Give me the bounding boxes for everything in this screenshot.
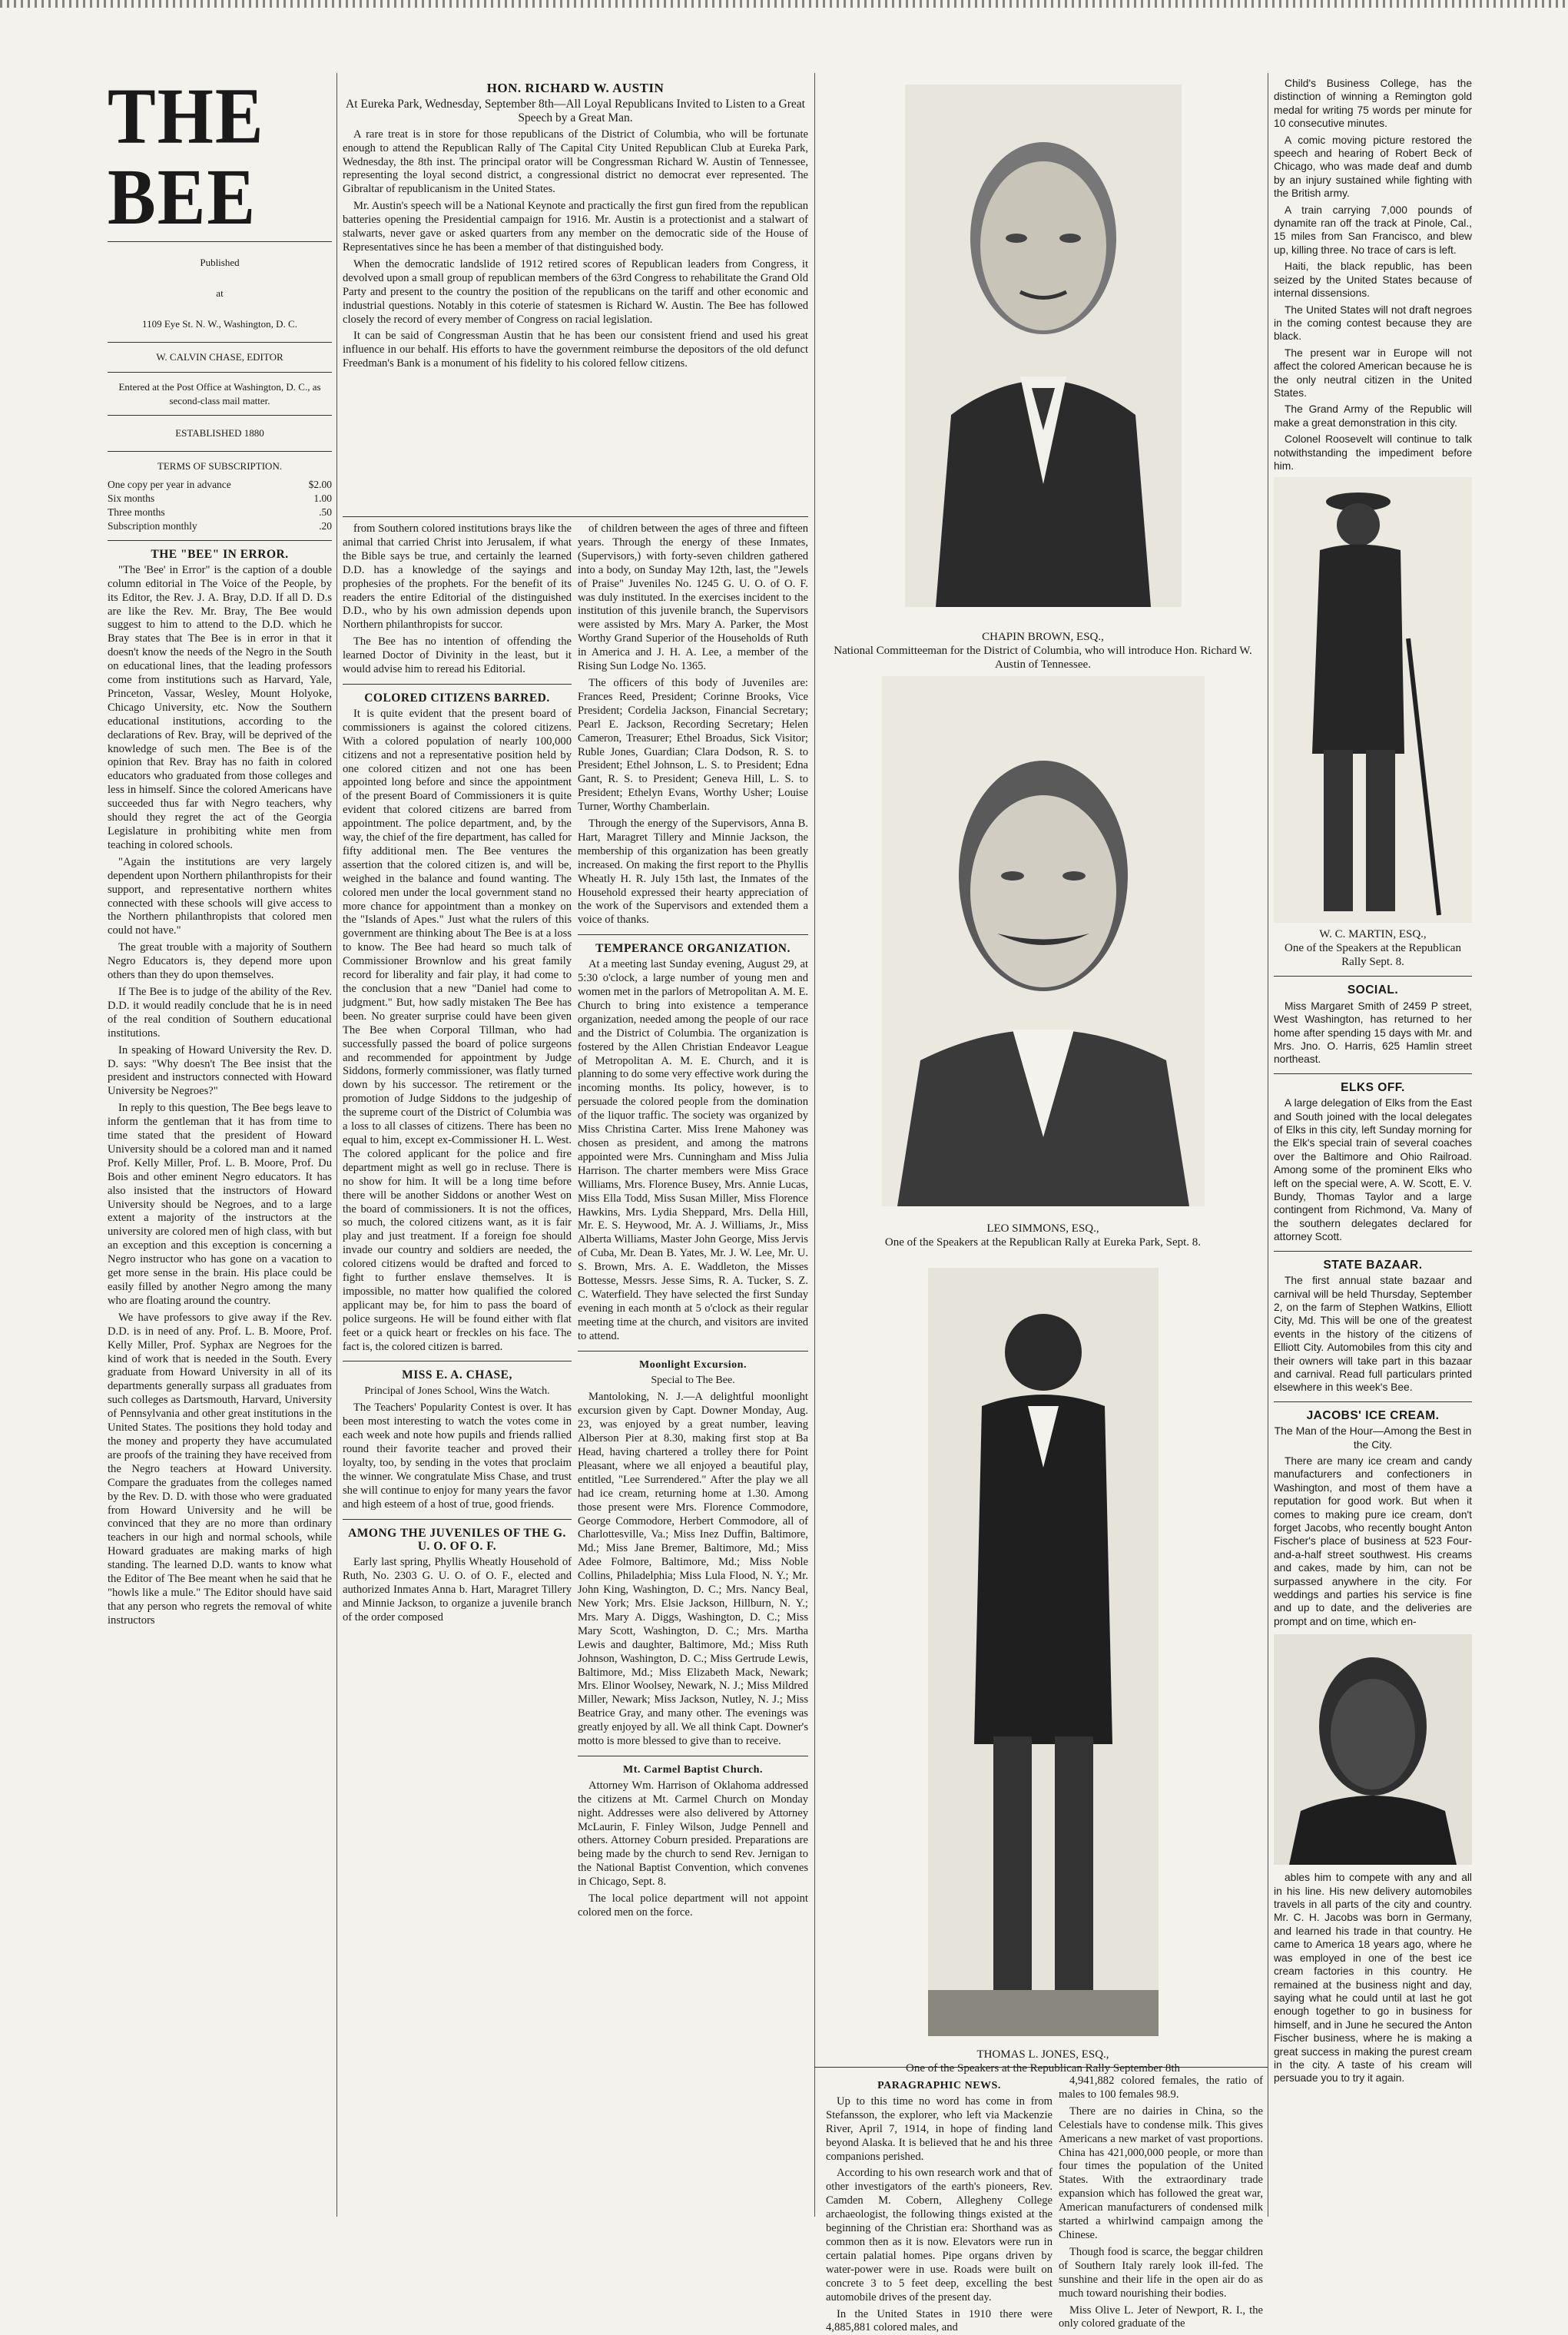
terms-row: Three months .50 — [108, 506, 332, 519]
austin-article — [343, 77, 808, 511]
austin-paragraph: A rare treat is in store for those republicans of the District of Columbia, who will be fortunate enough to attend the Republican Rally of The Capital City United Republican Club at Eureka Park, Wednesday, the 8th inst. The principal orator will be Congressman Richard W. Austin of Tennessee, representing the loyal second district, a congressional district no democrat ever represented. The Gibraltar of republicanism in the United States. — [343, 128, 808, 197]
error-headline: THE "BEE" IN ERROR. — [108, 548, 332, 562]
austin-paragraph: When the democratic landslide of 1912 retired scores of Republican leaders from Congress, it devolved upon a small group of republican members of the 63rd Congress to rehabilitate the Grand Old Party and present to the country the position of the republicans on the tariff and other economic and industrial questions. Notably in this coterie of statesmen is Richard W. Austin. The Bee has followed closely the record of every member of Congress on racial legislation. — [343, 258, 808, 327]
juveniles-headline: AMONG THE JUVENILES OF THE G. U. O. OF O. F. — [343, 1527, 572, 1554]
subscription-terms — [108, 478, 332, 533]
paragraphic-headline: PARAGRAPHIC NEWS. — [826, 2079, 1053, 2093]
masthead-title: THE BEE — [108, 75, 332, 237]
moonlight-paragraph: Mantoloking, N. J.—A delightful moonlight excursion given by Capt. Downer Monday, Aug. 23, was enjoyed by a great number, leaving Alberson Pier at 8.30, making first stop at Ba Head, having chartered a trolley there for Point Pleasant, where we all enjoyed a beautiful play, entitled, "Lee Surrendered." After the play we all had ice cream, returning home at 1.30. Among those present were Mrs. Florence Commodore, George Commodore, Herbert Commodore, all of Charlottesville, Va.; Miss Inez Duffin, Baltimore, Md.; Miss Jane Bremer, Baltimore, Md.; Miss Adee Folmore, Baltimore, Md.; Miss Noble Collins, Philadelphia; Miss Lula Flood, N. Y.; Mr. John King, Washington, D. C.; Mrs. Nancy Beal, New York; Mrs. Elsie Jackson, Hillburn, N. Y.; Mrs. Mary A. Diggs, Washington, D. C.; Miss Mary Scott, Washington, D. C.; Mrs. Martha Lewis and daughter, Baltimore, Md.; Miss Ruth Johnson, Washington, D. C.; Miss Gertrude Lewis, Baltimore, Md.; Miss Elizabeth Mack, Newark; Mrs. Elinor Woolsey, Newark, N. J.; Miss Mildred Miller, Newark; Miss Jackson, Nutley, N. J.; Miss Beatrice Gray, and many other. The evenings was greatly enjoyed by all. We all think Capt. Downer's motto is more blessed to give than to receive. — [578, 1391, 808, 1749]
chase-subhead: Principal of Jones School, Wins the Watch. — [343, 1385, 572, 1398]
published-label: Published — [108, 256, 332, 270]
brief-paragraph: The present war in Europe will not affect the colored American because he is the only neutral citizen in the United States. — [1274, 347, 1472, 400]
austin-headline: HON. RICHARD W. AUSTIN — [343, 81, 808, 95]
jacobs-paragraph: There are many ice cream and candy manufacturers and confectioners in Washington, and most of them have a reputation for good work. But when it comes to making pure ice cream, don't forget Jacobs, who recently bought Anton Fischer's place of business at 523 Four-and-a-half street southwest. His creams and cakes, made by him, can not be surpassed anywhere in the city. For weddings and parties his service is fine and up to date, and the deliveries are prompt and on time, which en- — [1274, 1454, 1472, 1628]
column-3 — [578, 522, 808, 2217]
news-paragraph: Though food is scarce, the beggar children of Southern Italy rarely look ill-fed. The sunshine and their life in the open air do as much toward nourishing their bodies. — [1059, 2246, 1263, 2301]
simmons-description: One of the Speakers at the Republican Rally at Eureka Park, Sept. 8. — [826, 1235, 1260, 1249]
jones-caption — [826, 2048, 1260, 2075]
terms-row: One copy per year in advance $2.00 — [108, 478, 332, 492]
terms-title: TERMS OF SUBSCRIPTION. — [108, 459, 332, 473]
elks-paragraph: A large delegation of Elks from the East and South joined with the local delegates of Elks in this city, left Sunday morning for the Elk's special train of several coaches over the Baltimore and Ohio Railroad. Among some of the prominent Elks who left on the special were, A. W. Scott, E. V. Bundy, Thomas Taylor and a large contingent from Richmond, Va. Many of the southern delegates declared for attorney Scott. — [1274, 1096, 1472, 1243]
news-paragraph: Up to this time no word has come in from Stefansson, the explorer, who left via Mackenzie River, April 7, 1914, in hope of finding land beyond Alaska. It is believed that he and his three companions perished. — [826, 2095, 1053, 2164]
terms-row: Six months 1.00 — [108, 492, 332, 506]
portrait-thomas-jones — [826, 1268, 1260, 2044]
bazaar-paragraph: The first annual state bazaar and carnival will be held Thursday, September 2, on the farm of Stephen Watkins, Elliott City, Md. This will be one of the greatest events in the history of the citizens of Elliott City. Automobiles from this city and their owners will take part in this bazaar and carnival. Read full particulars printed elsewhere in this week's Bee. — [1274, 1274, 1472, 1395]
jacobs-headline: JACOBS' ICE CREAM. — [1274, 1409, 1472, 1422]
officers-paragraph: The officers of this body of Juveniles are: Frances Reed, President; Corinne Brooks, Vice President; Cordelia Jackson, Financial Secretary; Pearl E. Jackson, Recording Secretary; Helen Cameron, Treasurer; Ethel Broadus, Sick Visitor; Ruble Jones, Guardian; Clara Dodson, R. S. to President; Ethel Johnson, L. S. to President; Edna Gant, R. S. to President; Geneva Hill, L. S. to President; Ethelyn Evans, Worthy Usher; Louise Turner, Worthy Chamberlain. — [578, 677, 808, 814]
section-divider — [814, 2067, 1268, 2068]
column-5 — [1274, 77, 1472, 2217]
brief-paragraph: The United States will not draft negroes in the coming contest because they are black. — [1274, 303, 1472, 343]
entry-notice: Entered at the Post Office at Washington, D. C., as second-class mail matter. — [108, 380, 332, 408]
brief-paragraph: A train carrying 7,000 pounds of dynamite ran off the track at Pinole, Cal., 15 miles from San Francisco, and blew up, killing three. No trace of cars is left. — [1274, 204, 1472, 257]
temperance-headline: TEMPERANCE ORGANIZATION. — [578, 942, 808, 956]
column-rule — [336, 73, 337, 2217]
bazaar-headline: STATE BAZAAR. — [1274, 1259, 1472, 1272]
portrait-leo-simmons — [826, 676, 1260, 1214]
chase-paragraph: The Teachers' Popularity Contest is over. It has been most interesting to watch the votes come in each week and note how pupils and friends rallied round their favorite teacher and proved their loyalty, too, by sending in the votes that proclaim the winner. We congratulate Miss Chase, and trust she will continue to enjoy for many years the favor and high esteem of a host of true, good friends. — [343, 1401, 572, 1511]
carmel-headline: Mt. Carmel Baptist Church. — [578, 1763, 808, 1777]
moonlight-headline: Moonlight Excursion. — [578, 1358, 808, 1372]
man-portrait-icon — [882, 676, 1205, 1206]
office-address: 1109 Eye St. N. W., Washington, D. C. — [108, 317, 332, 331]
error-paragraph: In reply to this question, The Bee begs leave to inform the gentleman that it has from time to time stated that the president of Howard University should be a colored man and it named Prof. Kelly Miller, Prof. L. B. Moore, Prof. Du Bois and other eminent Negro educators. It has also insisted that the instructors of Howard University should be Negroes, and to a large extent a majority of the instructors at the university are colored men of high class, with but an exception and this exception is concerning a Negro instructor who has gone on a vacation to get more sense in the brain. His place could be easily filled by another Negro among the many who are floating around the country. — [108, 1102, 332, 1308]
error-paragraph: In speaking of Howard University the Rev. D. D. says: "Why doesn't The Bee insist that the president and instructors connected with Howard University be Negroes?" — [108, 1044, 332, 1100]
section-divider — [343, 516, 808, 517]
brief-paragraph: Haiti, the black republic, has been seized by the United States because of internal dissensions. — [1274, 260, 1472, 300]
news-paragraph: There are no dairies in China, so the Celestials have to condense milk. This gives Americans a new market of vast proportions. China has 421,000,000 people, or more than four times the population of the United States. With the extraordinary trade expansion which has followed the great war, American manufacturers of condensed milk started a whirlwind campaign among the Chinese. — [1059, 2105, 1263, 2243]
scan-edge — [0, 0, 1568, 8]
editor-line: W. CALVIN CHASE, EDITOR — [108, 350, 332, 364]
social-paragraph: Miss Margaret Smith of 2459 P street, West Washington, has returned to her home after spending 15 days with Mr. and Mrs. Jno. O. Harris, 625 Hamlin street northeast. — [1274, 1000, 1472, 1066]
brown-caption — [826, 630, 1260, 672]
news-paragraph: Miss Olive L. Jeter of Newport, R. I., the only colored graduate of the — [1059, 2304, 1263, 2332]
elks-headline: ELKS OFF. — [1274, 1081, 1472, 1094]
news-paragraph: In the United States in 1910 there were 4,885,881 colored males, and — [826, 2308, 1053, 2335]
portrait-chapin-brown — [826, 85, 1260, 622]
carmel-paragraph: Attorney Wm. Harrison of Oklahoma addressed the citizens at Mt. Carmel Church on Monday night. Addresses were also delivered by Attorney McLaurin, F. Finley Wilson, Judge Pennell and others. Attorney Coburn presided. Preparations are being made by the church to send Rev. Jernigan to the National Baptist Convention, which convenes in Chicago, Sept. 8. — [578, 1779, 808, 1889]
error-paragraph: "The 'Bee' in Error" is the caption of a double column editorial in The Voice of the People, by its Editor, the Rev. J. A. Bray, D.D. If all D. D.s are like the Rev. Mr. Bray, The Bee would suggest to him to attend to the D.D. which he Bray states that The Bee is in error in that it doesn't know the needs of the Negro in the South on educational lines, that the leading professors come from institutions such as Harvard, Yale, Princeton, Vassar, Wesley, Mount Holyoke, Chicago University, etc. Now the Southern educational institutions, according to the declarations of Rev. Bray, will be deprived of the knowledge of such men. The Bee is of the opinion that Rev. Bray has no faith in colored educators who graduated from those colleges and less in himself. Since the colored Americans have succeeded thus far with Negro teachers, why should they regret the act of the Georgia Legislature in prohibiting white men from teaching in colored schools. — [108, 564, 332, 853]
brief-paragraph: Child's Business College, has the distinction of winning a Remington gold medal for writing 75 words per minute for 10 consecutive minutes. — [1274, 77, 1472, 131]
standing-man-with-hat-icon — [1274, 477, 1472, 923]
column-1 — [108, 77, 332, 1631]
man-portrait-icon — [905, 85, 1182, 607]
energy-paragraph: Through the energy of the Supervisors, Anna B. Hart, Maragret Tillery and Minnie Jackson, the membership of this organization has been greatly increased. On making the first report to the Phyllis Wheatly H. R. July 15th last, the Inmates of the Household expressed their hearty appreciation of the work of the Supervisors and extended them a voice of thanks. — [578, 818, 808, 927]
brief-paragraph: A comic moving picture restored the speech and hearing of Robert Beck of Chicago, who was made deaf and dumb by an injury sustained while fighting with the British army. — [1274, 134, 1472, 201]
brief-paragraph: Colonel Roosevelt will continue to talk notwithstanding the impediment before him. — [1274, 433, 1472, 473]
temperance-paragraph: At a meeting last Sunday evening, August 29, at 5:30 o'clock, a large number of young men and women met in the parlors of Metropolitan A. M. E. Church to bring into existence a temperance organization, needed among the people of our race and the District of Columbia. The organization is fostered by the Allen Christian Endeavor League of Metropolitan A. M. E. Church, and it is planning to do some very effective work during the incoming months. Its policy, however, is to persuade the colored people from the domination of the liquor traffic. The society was organized by Miss Christina Carter. Miss Irene Mahoney was chosen as president, and among the matrons appointed were Mrs. Cunningham and Miss Julia Harrison. The charter members were Miss Grace Williams, Mrs. Florence Busey, Mrs. Annie Lucas, Miss Ella Todd, Miss Susan Miller, Miss Florence Hawkins, Mrs. Lydia Sheppard, Mrs. Della Hill, Mr. E. S. Heywood, Mr. A. J. Williams, Jr., Miss Alberta Williams, Master John George, Miss Jervis of Cuba, Mr. Dean B. Yates, Mr. J. W. Lee, Mr. U. S. Brown, Mrs. A. E. Waddleton, the Misses Bottesse, Messrs. Jesse Sims, R. A. Tucker, S. Z. C. Waterfield. They have selected the first Sunday evening in each month at 5 o'clock as their regular meeting time at the church, and visitors are invited to attend. — [578, 958, 808, 1343]
simmons-name: LEO SIMMONS, ESQ., — [826, 1222, 1260, 1235]
at-label: at — [108, 287, 332, 300]
news-paragraph: According to his own research work and that of other investigators of the earth's pioneers, Rev. Camden M. Cobern, Allegheny College archaeologist, the following things existed at the beginning of the Christian era: Shorthand was as common then as it is now. Elevators were run in certain palatial homes. Pipe organs driven by water-power were in use. Roads were built on concrete 3 to 5 feet deep, excelling the best automobile drives of the present day. — [826, 2167, 1053, 2304]
error-paragraph: "Again the institutions are very largely dependent upon Northern philanthropists for their support, and representative northern whites connected with these schools will give access to the Northern philanthropists that colored men could not have." — [108, 856, 332, 938]
jacobs-continued: ables him to compete with any and all in his line. His new delivery automobiles travels in all parts of the city and country. Mr. C. H. Jacobs was born in Germany, and learned his trade in that country. He came to America 18 years ago, where he was employed in one of the best ice cream factories in this country. He remained at the business night and day, saying what he could until at last he got enough together to go in business for himself, and in June he secured the Anton Fischer business, where he is making a great success in making the purest cream in the city. A taste of his cream will persuade you to try it again. — [1274, 1871, 1472, 2085]
standing-man-portrait-icon — [928, 1268, 1159, 2036]
terms-row: Subscription monthly .20 — [108, 519, 332, 533]
juveniles-paragraph: Early last spring, Phyllis Wheatly Household of Ruth, No. 2303 G. U. O. of O. F., elected and authorized Inmates Anna b. Hart, Maragret Tillery and Minnie Jackson, to organize a juvenile branch of the order composed — [343, 1556, 572, 1625]
news-paragraph: 4,941,882 colored females, the ratio of males to 100 females 98.9. — [1059, 2075, 1263, 2102]
established-line: ESTABLISHED 1880 — [108, 426, 332, 440]
jones-description: One of the Speakers at the Republican Rally September 8th — [826, 2061, 1260, 2075]
moonlight-subhead: Special to The Bee. — [578, 1374, 808, 1388]
barred-headline: COLORED CITIZENS BARRED. — [343, 692, 572, 705]
austin-paragraph: It can be said of Congressman Austin that he has been our consistent friend and used his great influence in our behalf. His efforts to have the government reimburse the depositors of the old defunct Freedman's Bank is a monument of his fidelity to his colored fellow citizens. — [343, 330, 808, 371]
error-paragraph: We have professors to give away if the Rev. D.D. is in need of any. Prof. L. B. Moore, Prof. Kelly Miller, Prof. Syphax are Negroes for the kind of work that is needed in the South. Every graduate from Howard University in all of its departments generally surpass all graduates from such colleges as Dartsmouth, Harvard, University of Pennsylvania and other great institutions in the United States. The positions they hold today and the money and property they have accumulated are proofs of the training they have received from the Negro teachers at Howard University. Compare the graduates from the colleges named by the Rev. D. D. with those who were graduated from Howard University and he will be convinced that they are no more than ordinary teachers in our high and normal schools, while Howard graduates are making marks of high standing. The learned D.D. wants to know what the Editor of The Bee meant when he said that he "howls like a mule." The Editor should have said that any person who regrets the removal of white instructors — [108, 1312, 332, 1628]
jones-name: THOMAS L. JONES, ESQ., — [826, 2048, 1260, 2061]
col2-paragraph: from Southern colored institutions brays like the animal that carried Christ into Jerusalem, if what the Bible says be true, and certainly the learned D.D. has a knowledge of the sayings and prophesies of the prophets. For the benefit of its readers the entire Editorial of the distinguished D.D., who by his own admission depends upon Northern philanthropists for succor. — [343, 522, 572, 632]
juveniles-continued: of children between the ages of three and fifteen years. Through the energy of these Inmates, (Supervisors,) with forty-seven children gathered into a body, on Sunday May 12th, last, the "Jewels of Praise" Juveniles No. 1245 G. U. O. of O. F. was duly instituted. In the exercises incident to the institution of this juvenile branch, the Supervisors were assisted by Mrs. Mary A. Parker, the Most Worthy Grand Superior of the Households of Ruth in America and J. H. A. Lee, a member of the Rising Sun Lodge No. 1365. — [578, 522, 808, 674]
error-paragraph: If The Bee is to judge of the ability of the Rev. D.D. it would readily conclude that he is in need of the real condition of Southern educational institutions. — [108, 986, 332, 1041]
austin-subhead: At Eureka Park, Wednesday, September 8th—All Loyal Republicans Invited to Listen to a Great Speech by a Great Man. — [343, 98, 808, 125]
social-headline: SOCIAL. — [1274, 983, 1472, 997]
col2-paragraph: The Bee has no intention of offending the learned Doctor of Divinity in the least, but it would advise him to reread his Editorial. — [343, 635, 572, 677]
column-rule — [814, 73, 815, 2217]
man-portrait-icon — [1274, 1634, 1472, 1865]
austin-paragraph: Mr. Austin's speech will be a National Keynote and practically the first gun fired from the republican batteries opening the Presidential campaign for 1916. Mr. Austin is a protectionist and a stalwart of stalwarts, never gave or asked quarters from any member on the democratic side of the House of Representatives since he has been a member of that distinguished body. — [343, 200, 808, 255]
brown-name: CHAPIN BROWN, ESQ., — [826, 630, 1260, 644]
martin-description: One of the Speakers at the Republican Rally Sept. 8. — [1274, 941, 1472, 969]
barred-paragraph: It is quite evident that the present board of commissioners is against the colored citizens. With a colored population of nearly 100,000 citizens and not a representative position held by one colored citizen and not one has been appointed long before and since the appointment of the present Board of Commissioners it is quite evident that colored citizens are barred from appointment. The police department, and, by the way, the chief of the fire department, has called for fifty additional men. The Bee ventures the assertion that the colored citizen is, and will be, weighed in the balance and found wanting. The colored men under the local government stand no more chance for appointment than a monkey on the "Islands of Apes." Just what the rulers of this government are thinking about The Bee is at a loss to know. The Bee had heard so much talk of Commissioner Brownlow and his great family record for liberality and fair play, it had come to the conclusion that a new "Daniel had come to judgment." But, how sadly mistaken The Bee has been. No greater surprise could have been given The Bee when Corporal Tillman, who had successfully passed the board of police surgeons and recommended for appointment by Judge Siddons, formerly commissioner, was flatly turned down by his successor. The retirement or the promotion of Judge Siddons to the judgeship of the supreme court of the District of Columbia was a loss to all classes of citizens. There has been no equal to him, except ex-Commissioner H. L. West. The colored applicant for the police and fire department might as well go in recluse. There is no show for him. It will be a long time before there will be another Siddons or another West on the board of commissioners. It is not the offices, so much, the colored citizens want, as it is fair play and just treatment. If a foreign foe should invade our country and soldiers are needed, the colored citizens would be drafted and forced to fight to further enslave themselves. It is impossible, no matter how qualified the colored applicant may be, for him to pass the board of police surgeons. He will be found either with flat feet or a quick heart or freckles on his face. The fact is, the colored citizen is barred. — [343, 708, 572, 1355]
brown-description: National Committeeman for the District of Columbia, who will introduce Hon. Richard W. Austin of Tennessee. — [826, 644, 1260, 672]
brief-paragraph: The Grand Army of the Republic will make a great demonstration in this city. — [1274, 403, 1472, 430]
error-paragraph: The great trouble with a majority of Southern Negro Educators is, they depend more upon others than they do upon themselves. — [108, 941, 332, 983]
simmons-caption — [826, 1222, 1260, 1249]
jacobs-subhead: The Man of the Hour—Among the Best in the City. — [1274, 1425, 1472, 1451]
martin-name: W. C. MARTIN, ESQ., — [1274, 927, 1472, 941]
police-paragraph: The local police department will not appoint colored men on the force. — [578, 1892, 808, 1920]
paragraphic-news-a — [826, 2075, 1053, 2217]
paragraphic-news-b — [1059, 2075, 1263, 2217]
chase-headline: MISS E. A. CHASE, — [343, 1368, 572, 1382]
column-2 — [343, 522, 572, 2217]
